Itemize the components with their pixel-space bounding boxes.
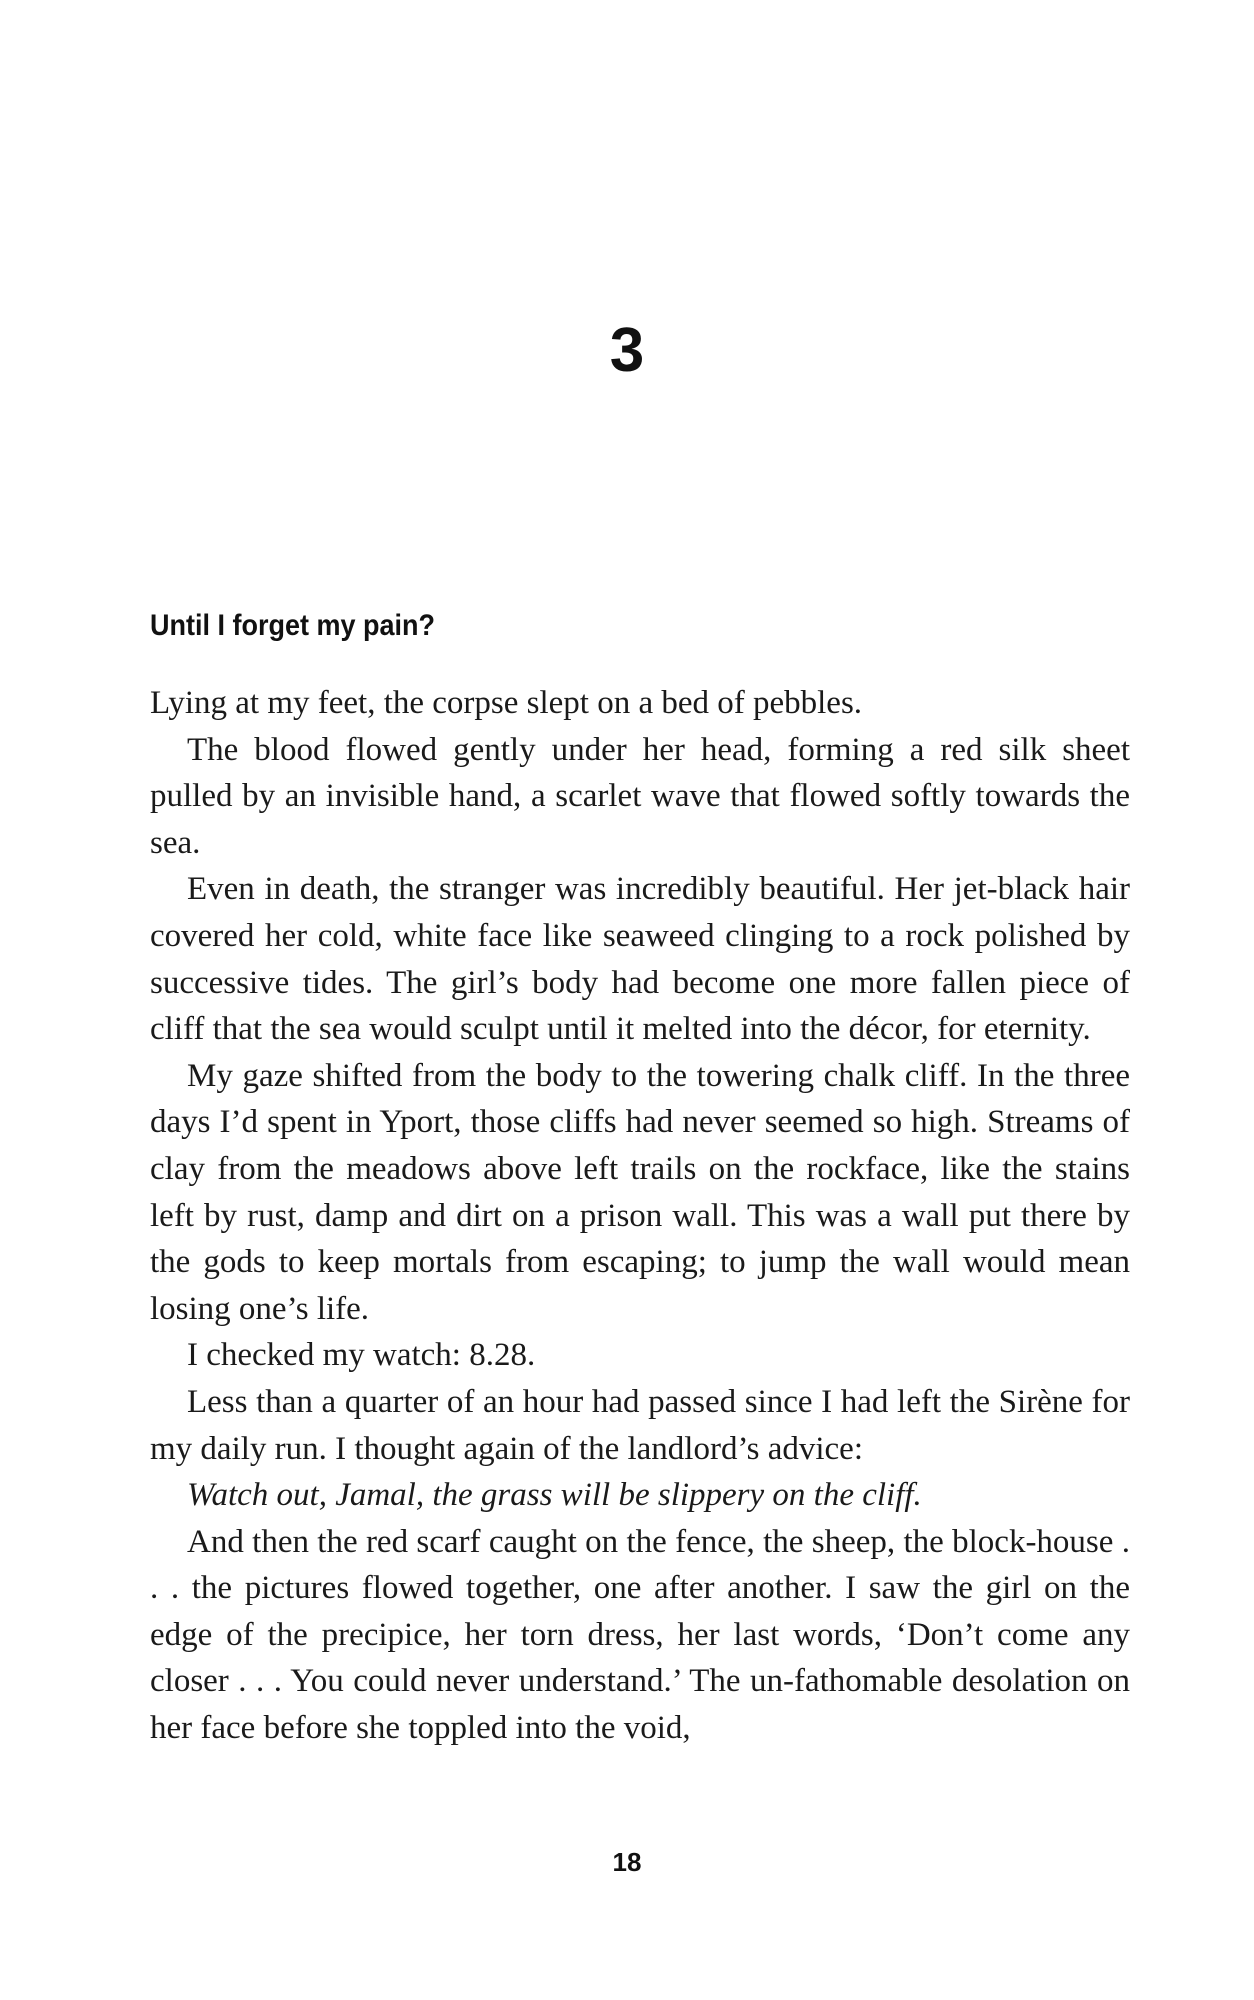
paragraph: My gaze shifted from the body to the towering chalk cliff. In the three days I’d spent in Yport, those cliffs had never seemed so high. Streams of clay from the meadows above left trails on the rockface, like the stains left by rust, damp and dirt on a prison wall. This was a wall put there by the gods to keep mortals from escaping; to jump the wall would mean losing one’s life.	[150, 1057, 1130, 1327]
chapter-number: 3	[609, 316, 645, 385]
paragraph: The blood flowed gently under her head, forming a red silk sheet pulled by an invisible hand, a scarlet wave that flowed softly towards the sea.	[150, 731, 1130, 861]
paragraph: I checked my watch: 8.28.	[187, 1337, 536, 1374]
paragraph-italic: Watch out, Jamal, the grass will be slippery on the cliff.	[187, 1477, 922, 1514]
page-number: 18	[612, 1847, 642, 1877]
paragraph: Even in death, the stranger was incredibly beautiful. Her jet-black hair covered her cold, white face like seaweed clinging to a rock polished by successive tides. The girl’s body had become one more fallen piece of cliff that the sea would sculpt until it melted into the décor, for eternity.	[150, 871, 1130, 1048]
paragraph: Less than a quarter of an hour had passed since I had left the Sirène for my daily run. I thought again of the landlord’s advice:	[150, 1383, 1130, 1467]
paragraph: Lying at my feet, the corpse slept on a bed of pebbles.	[150, 685, 863, 721]
paragraph: And then the red scarf caught on the fence, the sheep, the block-house . . . the pictures flowed together, one after another. I saw the girl on the edge of the precipice, her torn dress, her last words, ‘Don’t come any closer . . . You could never understand.’ The un-fathomable desolation on her face before she toppled into the void,	[150, 1523, 1130, 1747]
chapter-body	[150, 680, 1130, 1752]
chapter-title: Until I forget my pain?	[150, 609, 436, 642]
